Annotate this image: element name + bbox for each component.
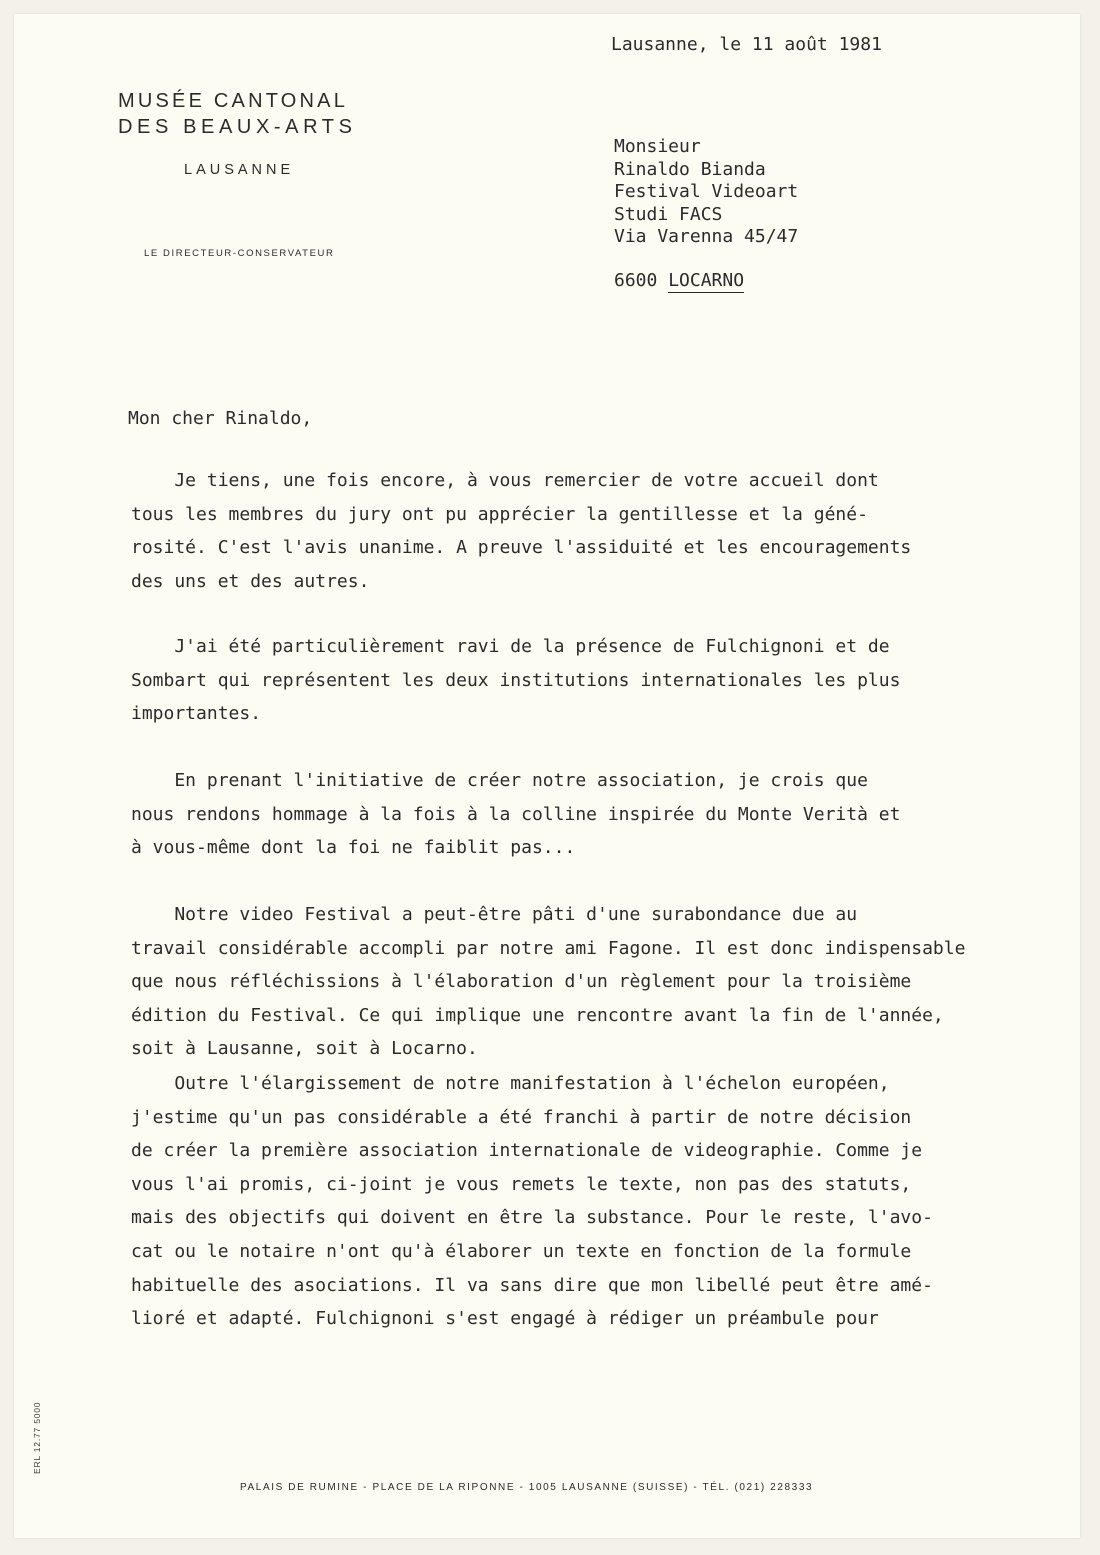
recipient-city: LOCARNO <box>668 270 745 291</box>
text-line: Outre l'élargissement de notre manifestation à l'échelon européen, <box>131 1073 890 1094</box>
text-line: que nous réfléchissions à l'élaboration d'un règlement pour la troisième <box>131 971 912 993</box>
paragraph <box>131 630 900 731</box>
letterhead-museum-line2: DES BEAUX-ARTS <box>118 116 357 138</box>
text-line: Notre video Festival a peut-être pâti d'une surabondance due au <box>131 904 858 925</box>
paragraph <box>131 1067 933 1336</box>
letterhead-role: LE DIRECTEUR-CONSERVATEUR <box>144 248 335 259</box>
text-line: j'estime qu'un pas considérable a été franchi à partir de notre décision <box>131 1106 912 1128</box>
text-line: vous l'ai promis, ci-joint je vous remets le texte, non pas des statuts, <box>131 1173 912 1195</box>
text-line: cat ou le notaire n'ont qu'à élaborer un texte en fonction de la formule <box>131 1240 912 1262</box>
text-line: rosité. C'est l'avis unanime. A preuve l'assiduité et les encouragements <box>131 537 912 559</box>
text-line: de créer la première association internationale de videographie. Comme je <box>131 1140 923 1162</box>
text-line: à vous-même dont la foi ne faiblit pas... <box>131 837 576 859</box>
text-line: J'ai été particulièrement ravi de la présence de Fulchignoni et de <box>131 636 890 657</box>
recipient-city-line <box>614 270 744 291</box>
text-line: habituelle des asociations. Il va sans dire que mon libellé peut être amé- <box>131 1274 933 1296</box>
text-line: Je tiens, une fois encore, à vous remercier de votre accueil dont <box>131 470 879 491</box>
recipient-line: Rinaldo Bianda <box>614 158 766 180</box>
printer-mark: ERL 12.77 5000 <box>32 1401 42 1474</box>
recipient-line: Monsieur <box>614 136 701 157</box>
letterhead-museum-line1: MUSÉE CANTONAL <box>118 90 349 112</box>
paragraph <box>131 898 965 1066</box>
text-line: lioré et adapté. Fulchignoni s'est engagé à rédiger un préambule pour <box>131 1308 879 1330</box>
text-line: importantes. <box>131 703 262 725</box>
text-line: nous rendons hommage à la fois à la colline inspirée du Monte Verità et <box>131 803 901 825</box>
text-line: En prenant l'initiative de créer notre association, je crois que <box>131 770 868 791</box>
recipient-address <box>614 136 798 249</box>
recipient-line: Via Varenna 45/47 <box>614 226 799 248</box>
recipient-postal-code: 6600 <box>614 270 658 291</box>
recipient-line: Studi FACS <box>614 203 723 225</box>
text-line: des uns et des autres. <box>131 570 370 592</box>
letter-page <box>14 14 1080 1538</box>
text-line: travail considérable accompli par notre ami Fagone. Il est donc indispensable <box>131 937 966 959</box>
text-line: mais des objectifs qui doivent en être la substance. Pour le reste, l'avo- <box>131 1207 933 1229</box>
salutation: Mon cher Rinaldo, <box>128 408 313 429</box>
paragraph <box>131 764 900 865</box>
recipient-line: Festival Videoart <box>614 181 799 203</box>
letter-date: Lausanne, le 11 août 1981 <box>611 34 882 55</box>
text-line: édition du Festival. Ce qui implique une rencontre avant la fin de l'année, <box>131 1004 944 1026</box>
text-line: soit à Lausanne, soit à Locarno. <box>131 1038 478 1060</box>
paragraph <box>131 464 911 598</box>
letterhead-city: LAUSANNE <box>184 162 295 178</box>
text-line: tous les membres du jury ont pu apprécier la gentillesse et la géné- <box>131 503 868 525</box>
text-line: Sombart qui représentent les deux institutions internationales les plus <box>131 669 901 691</box>
letterhead-footer: PALAIS DE RUMINE - PLACE DE LA RIPONNE - 1005 LAUSANNE (SUISSE) - TÉL. (021) 228333 <box>240 1482 814 1493</box>
